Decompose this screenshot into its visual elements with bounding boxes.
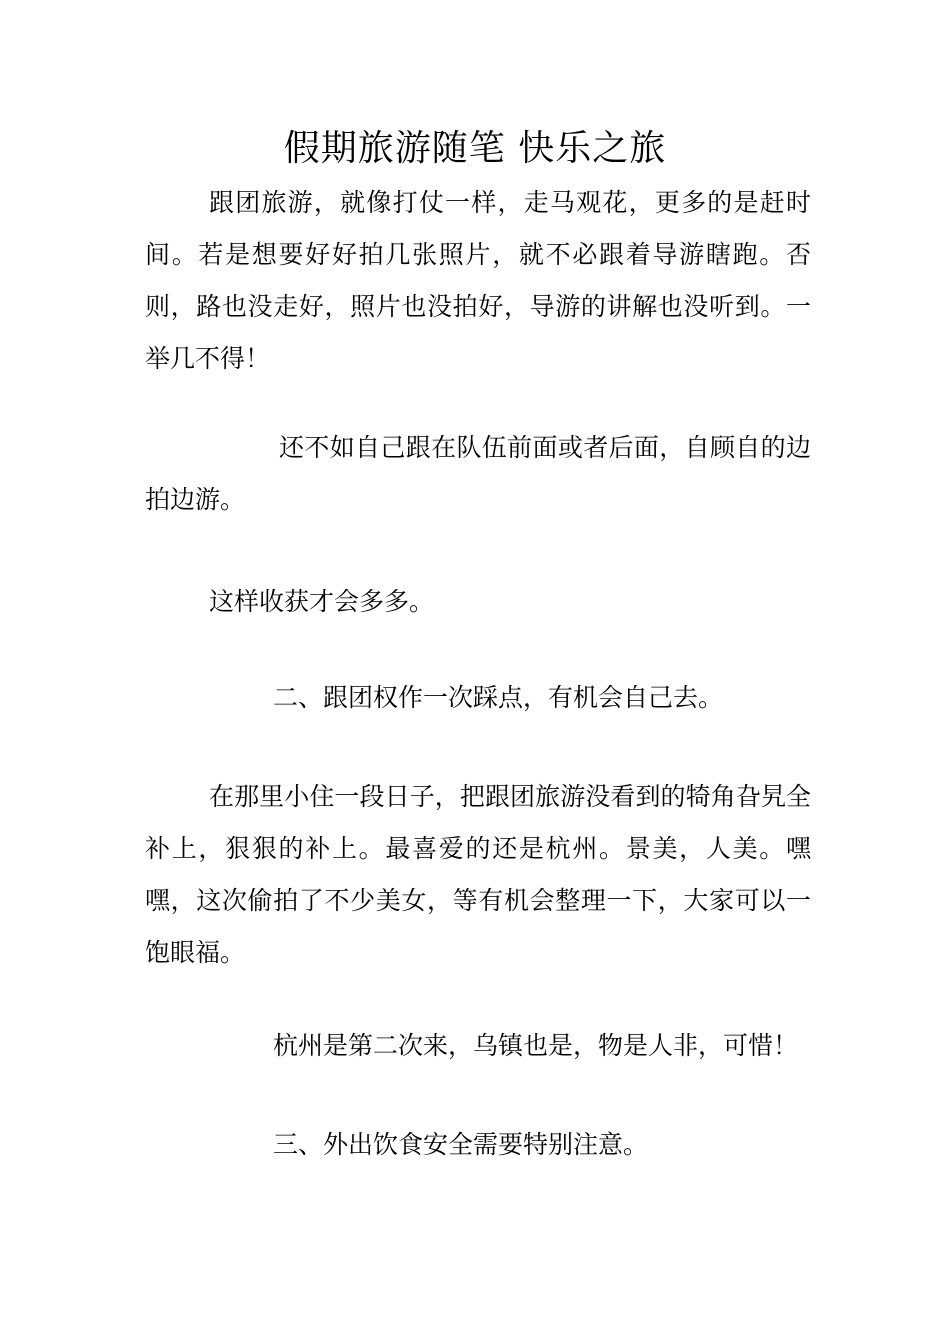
- paragraph-3: 这样收获才会多多。: [209, 587, 435, 616]
- section-heading-2: 二、跟团权作一次踩点，有机会自己去。: [273, 683, 724, 712]
- paragraph-5: 在那里小住一段日子，把跟团旅游没看到的犄角旮旯全补上，狠狠的补上。最喜爱的还是杭州。景美，人美。嘿嘿，这次偷拍了不少美女，等有机会整理一下，大家可以一饱眼福。: [145, 782, 811, 967]
- document-title: 假期旅游随笔 快乐之旅: [283, 128, 667, 169]
- paragraph-6: 杭州是第二次来，乌镇也是，物是人非，可惜！: [273, 1031, 799, 1060]
- section-heading-3: 三、外出饮食安全需要特别注意。: [273, 1130, 649, 1159]
- paragraph-2: 还不如自己跟在队伍前面或者后面，自顾自的边拍边游。: [145, 433, 811, 514]
- paragraph-1: 跟团旅游，就像打仗一样，走马观花，更多的是赶时间。若是想要好好拍几张照片，就不必跟着导游瞎跑。否则，路也没走好，照片也没拍好，导游的讲解也没听到。一举几不得！: [145, 188, 811, 373]
